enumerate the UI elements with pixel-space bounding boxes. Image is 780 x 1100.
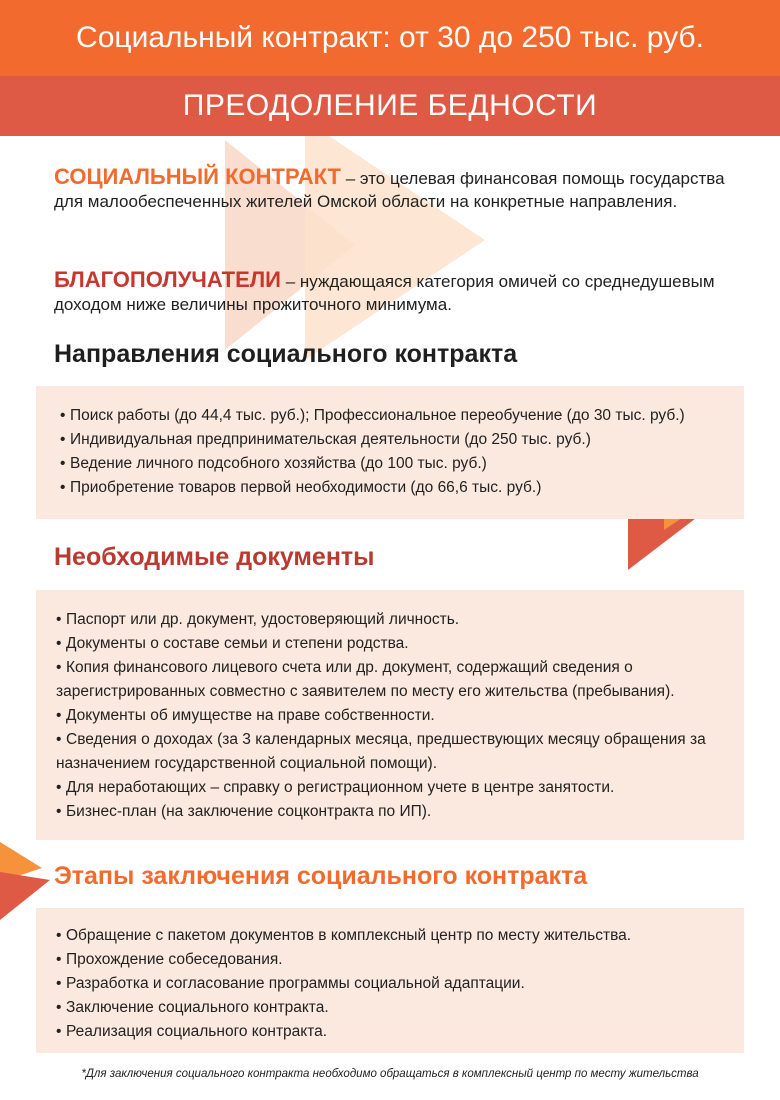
- list-item: • Приобретение товаров первой необходимости (до 66,6 тыс. руб.): [60, 479, 542, 496]
- list-item: • Индивидуальная предпринимательская деятельности (до 250 тыс. руб.): [60, 431, 591, 448]
- contract-definition: [54, 165, 744, 213]
- list-item: • Разработка и согласование программы социальной адаптации.: [56, 975, 525, 992]
- list-item: • Паспорт или др. документ, удостоверяющий личность.: [56, 611, 460, 628]
- documents-box: [36, 590, 744, 840]
- list-item: • Прохождение собеседования.: [56, 951, 283, 968]
- list-item: • Сведения о доходах (за 3 календарных месяца, предшествующих месяцу обращения за назначением государственной социальной помощи).: [56, 731, 706, 772]
- beneficiaries-term: БЛАГОПОЛУЧАТЕЛИ: [54, 267, 281, 292]
- directions-title: Направления социального контракта: [54, 340, 518, 368]
- list-item: • Для неработающих – справку о регистрационном учете в центре занятости.: [56, 779, 615, 796]
- directions-box: [36, 386, 744, 519]
- contract-term: СОЦИАЛЬНЫЙ КОНТРАКТ: [54, 164, 341, 189]
- list-item: • Реализация социального контракта.: [56, 1023, 328, 1040]
- list-item: • Заключение социального контракта.: [56, 999, 329, 1016]
- list-item: • Ведение личного подсобного хозяйства (до 100 тыс. руб.): [60, 455, 487, 472]
- documents-list: [56, 608, 724, 824]
- list-item: • Бизнес-план (на заключение соцконтракта по ИП).: [56, 803, 432, 820]
- list-item: • Документы об имуществе на праве собственности.: [56, 707, 435, 724]
- list-item: • Обращение с пакетом документов в комплексный центр по месту жительства.: [56, 927, 632, 944]
- stages-box: [36, 908, 744, 1053]
- directions-list: [60, 404, 744, 500]
- footnote: *Для заключения социального контракта необходимо обращаться в комплексный центр по месту жительства: [81, 1068, 699, 1080]
- list-item: • Поиск работы (до 44,4 тыс. руб.); Профессиональное переобучение (до 30 тыс. руб.): [60, 407, 685, 424]
- contract-text: – это целевая финансовая помощь государства для малообеспеченных жителей Омской области на конкретные направления.: [54, 169, 725, 211]
- beneficiaries-definition: [54, 268, 744, 316]
- list-item: • Документы о составе семьи и степени родства.: [56, 635, 409, 652]
- stages-title: Этапы заключения социального контракта: [54, 862, 588, 890]
- background-play-icon: [225, 120, 525, 360]
- documents-title: Необходимые документы: [54, 543, 375, 571]
- list-item: • Копия финансового лицевого счета или др. документ, содержащий сведения о зарегистрированных совместно с заявителем по месту его жительства (пребывания).: [56, 659, 675, 700]
- beneficiaries-text: – нуждающаяся категория омичей со среднедушевым доходом ниже величины прожиточного минимума.: [54, 272, 715, 314]
- stages-list: [56, 924, 724, 1044]
- header-title: Социальный контракт: от 30 до 250 тыс. руб.: [0, 0, 780, 76]
- header-subtitle: ПРЕОДОЛЕНИЕ БЕДНОСТИ: [0, 76, 780, 136]
